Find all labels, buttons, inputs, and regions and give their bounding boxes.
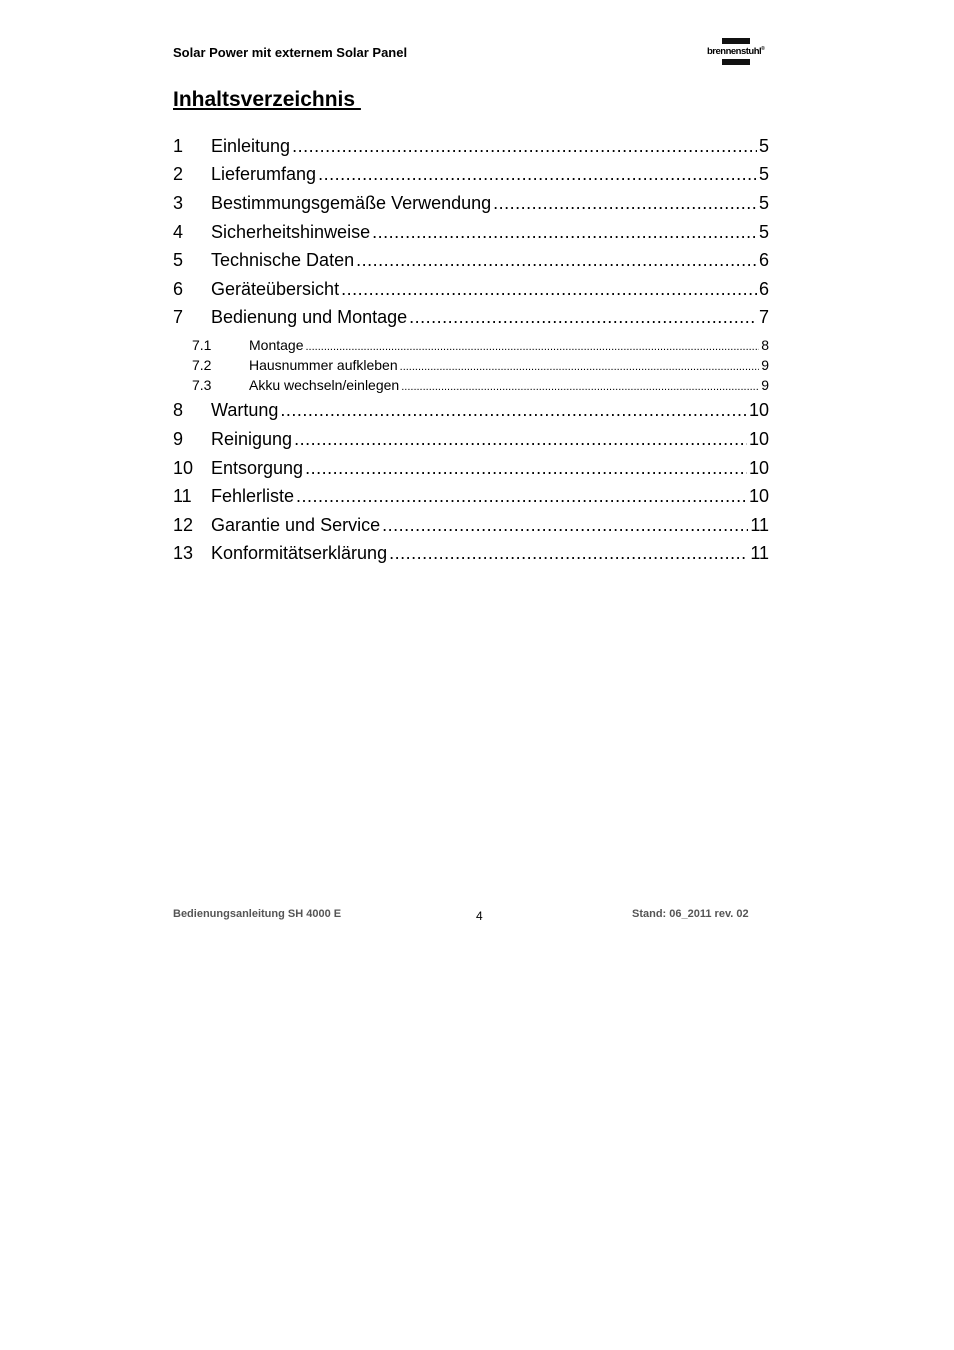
logo-text: brennenstuhl xyxy=(707,46,762,57)
toc-heading: Inhaltsverzeichnis xyxy=(173,88,361,111)
toc-entry[interactable] xyxy=(173,279,769,300)
toc-entry-number: 2 xyxy=(173,164,184,184)
toc-entry-title: Einleitung xyxy=(211,136,291,156)
toc-dot-leader xyxy=(372,222,757,243)
toc-entry-number: 11 xyxy=(173,486,192,506)
toc-dot-leader xyxy=(292,136,757,157)
toc-entry-number: 10 xyxy=(173,458,194,478)
toc-entry-number: 7.2 xyxy=(192,357,212,373)
toc-dot-leader xyxy=(305,341,759,353)
toc-entry-title: Hausnummer aufkleben xyxy=(249,357,398,373)
footer-document-name: Bedienungsanleitung SH 4000 E xyxy=(173,908,342,920)
brand-logo xyxy=(707,38,771,68)
toc-entry[interactable] xyxy=(173,222,769,243)
toc-entry-title: Akku wechseln/einlegen xyxy=(249,377,400,393)
footer-page-number: 4 xyxy=(476,909,483,923)
logo-wordmark xyxy=(707,46,771,57)
toc-dot-leader xyxy=(382,515,748,536)
toc-entry-title: Bestimmungsgemäße Verwendung xyxy=(211,193,492,213)
toc-entry[interactable] xyxy=(173,136,769,157)
toc-entry-page: 8 xyxy=(761,337,769,353)
toc-subentry[interactable] xyxy=(192,377,769,393)
toc-entry[interactable] xyxy=(173,486,769,507)
toc-dot-leader xyxy=(280,400,747,421)
toc-entry-title: Garantie und Service xyxy=(211,515,381,535)
toc-entry-title: Konformitätserklärung xyxy=(211,543,388,563)
toc-entry-title: Bedienung und Montage xyxy=(211,307,408,327)
toc-entry-number: 13 xyxy=(173,543,194,563)
toc-entry-number: 7 xyxy=(173,307,184,327)
toc-entry-title: Sicherheitshinweise xyxy=(211,222,371,242)
toc-entry[interactable] xyxy=(173,429,769,450)
toc-dot-leader xyxy=(356,250,757,271)
toc-entry-page: 5 xyxy=(758,164,769,184)
toc-entry[interactable] xyxy=(173,307,769,328)
toc-entry-title: Reinigung xyxy=(211,429,293,449)
footer-revision: Stand: 06_2011 rev. 02 xyxy=(632,908,749,920)
toc-entry-page: 10 xyxy=(748,458,769,478)
toc-entry-page: 5 xyxy=(758,193,769,213)
toc-entry-page: 5 xyxy=(758,222,769,242)
toc-entry-title: Technische Daten xyxy=(211,250,355,270)
toc-subentry[interactable] xyxy=(192,337,769,353)
toc-dot-leader xyxy=(401,381,759,393)
toc-entry[interactable] xyxy=(173,458,769,479)
toc-dot-leader xyxy=(305,458,747,479)
toc-entry[interactable] xyxy=(173,250,769,271)
toc-dot-leader xyxy=(409,307,757,328)
toc-entry-page: 5 xyxy=(758,136,769,156)
toc-entry-page: 6 xyxy=(758,279,769,299)
toc-dot-leader xyxy=(493,193,757,214)
toc-entry-title: Entsorgung xyxy=(211,458,304,478)
toc-entry-number: 4 xyxy=(173,222,184,242)
toc-dot-leader xyxy=(318,164,757,185)
logo-bar-bottom xyxy=(722,59,750,65)
toc-entry-page: 7 xyxy=(758,307,769,327)
toc-entry-page: 9 xyxy=(761,377,769,393)
toc-entry-page: 10 xyxy=(748,429,769,449)
toc-dot-leader xyxy=(296,486,747,507)
header-title: Solar Power mit externem Solar Panel xyxy=(173,45,408,60)
toc-entry-title: Lieferumfang xyxy=(211,164,317,184)
toc-entry-number: 7.1 xyxy=(192,337,212,353)
toc-entry-page: 11 xyxy=(750,515,769,535)
toc-entry[interactable] xyxy=(173,515,769,536)
toc-entry[interactable] xyxy=(173,400,769,421)
toc-entry[interactable] xyxy=(173,164,769,185)
toc-entry-page: 9 xyxy=(761,357,769,373)
toc-entry-title: Geräteübersicht xyxy=(211,279,340,299)
toc-entry-title: Fehlerliste xyxy=(211,486,295,506)
toc-entry-page: 10 xyxy=(748,400,769,420)
toc-entry[interactable] xyxy=(173,543,769,564)
logo-bar-top xyxy=(722,38,750,44)
toc-entry-number: 12 xyxy=(173,515,194,535)
toc-entry-title: Wartung xyxy=(211,400,279,420)
toc-dot-leader xyxy=(389,543,748,564)
toc-entry-number: 8 xyxy=(173,400,184,420)
toc-entry-number: 1 xyxy=(173,136,184,156)
toc-dot-leader xyxy=(294,429,747,450)
logo-registered-mark: ® xyxy=(761,46,765,52)
toc-entry-page: 10 xyxy=(748,486,769,506)
toc-entry-number: 5 xyxy=(173,250,184,270)
toc-entry[interactable] xyxy=(173,193,769,214)
toc-dot-leader xyxy=(400,361,760,373)
toc-entry-number: 9 xyxy=(173,429,184,449)
toc-subentry[interactable] xyxy=(192,357,769,373)
toc-entry-number: 7.3 xyxy=(192,377,212,393)
toc-entry-page: 11 xyxy=(750,543,769,563)
toc-dot-leader xyxy=(341,279,757,300)
toc-entry-number: 3 xyxy=(173,193,184,213)
toc-entry-number: 6 xyxy=(173,279,184,299)
toc-entry-title: Montage xyxy=(249,337,304,353)
toc-entry-page: 6 xyxy=(758,250,769,270)
